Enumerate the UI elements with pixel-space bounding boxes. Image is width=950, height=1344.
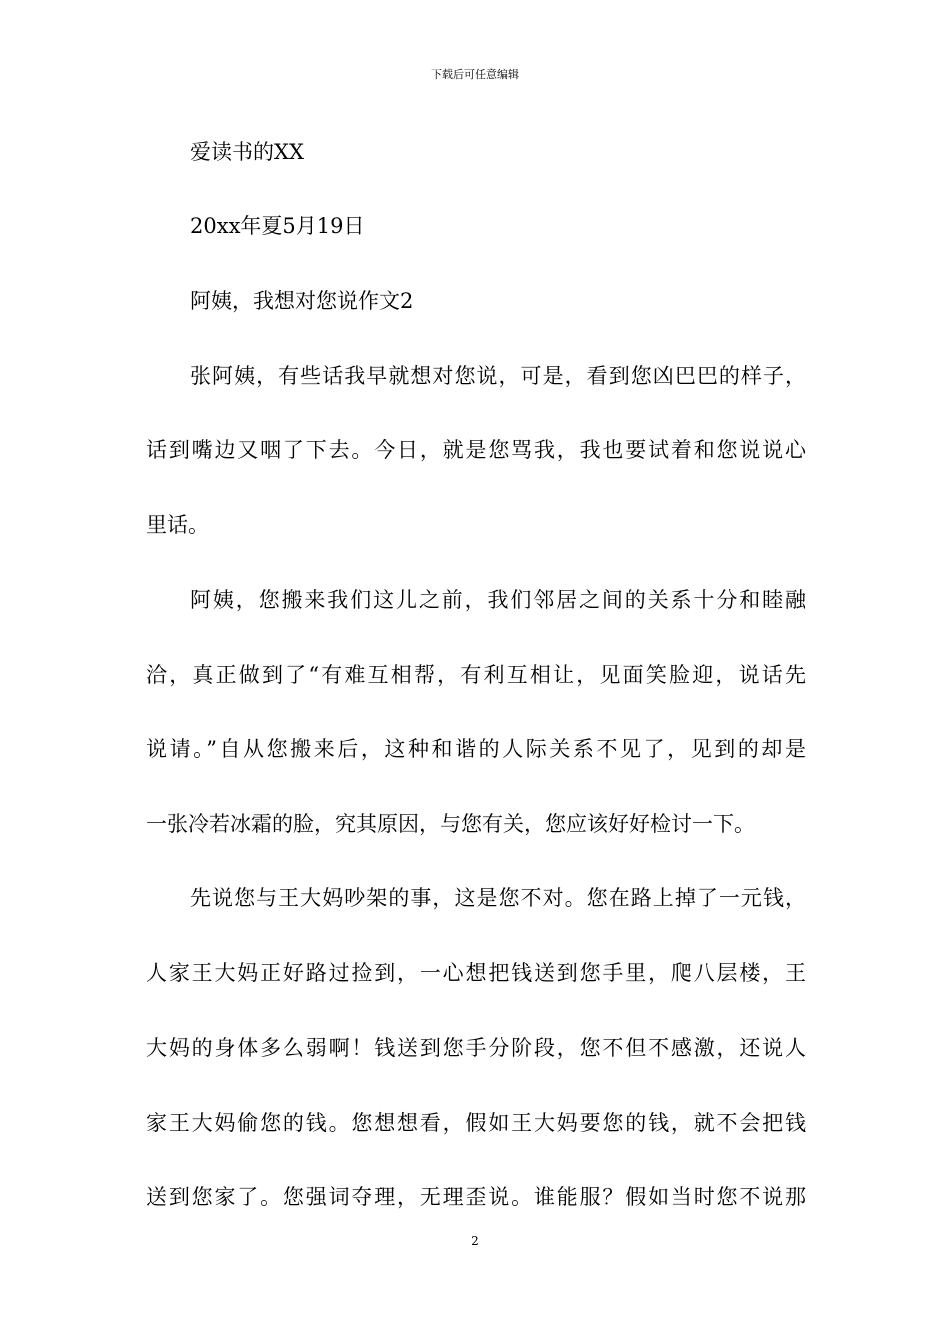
paragraph-1-line-1: 张阿姨，有些话我早就想对您说，可是，看到您凶巴巴的样子， [190,364,806,388]
paragraph-1-line-2: 话到嘴边又咽了下去。今日，就是您骂我，我也要试着和您说说心 [146,438,806,462]
paragraph-3-line-2: 人家王大妈正好路过捡到，一心想把钱送到您手里，爬八层楼，王 [146,961,806,985]
paragraph-2-line-1: 阿姨，您搬来我们这儿之前，我们邻居之间的关系十分和睦融 [190,588,806,612]
signature-line: 爱读书的XX [190,140,304,164]
paragraph-3-line-3: 大妈的身体多么弱啊！钱送到您手分阶段，您不但不感激，还说人 [146,1036,806,1060]
essay-title: 阿姨，我想对您说作文2 [190,289,414,313]
page-number: 2 [471,1234,479,1248]
paragraph-3-line-5: 送到您家了。您强词夺理，无理歪说。谁能服？假如当时您不说那 [146,1185,806,1209]
paragraph-2-line-4: 一张冷若冰霜的脸，究其原因，与您有关，您应该好好检讨一下。 [146,812,755,836]
paragraph-2-line-3: 说请。”自从您搬来后，这种和谐的人际关系不见了，见到的却是 [146,737,806,761]
paragraph-2-line-2: 洽，真正做到了“有难互相帮，有利互相让，见面笑脸迎，说话先 [146,663,806,687]
paragraph-3-line-1: 先说您与王大妈吵架的事，这是您不对。您在路上掉了一元钱， [190,886,806,910]
paragraph-1-line-3: 里话。 [146,513,209,537]
page-header: 下载后可任意编辑 [431,68,519,81]
paragraph-3-line-4: 家王大妈偷您的钱。您想想看，假如王大妈要您的钱，就不会把钱 [146,1111,806,1135]
date-line: 20xx年夏5月19日 [190,214,365,238]
